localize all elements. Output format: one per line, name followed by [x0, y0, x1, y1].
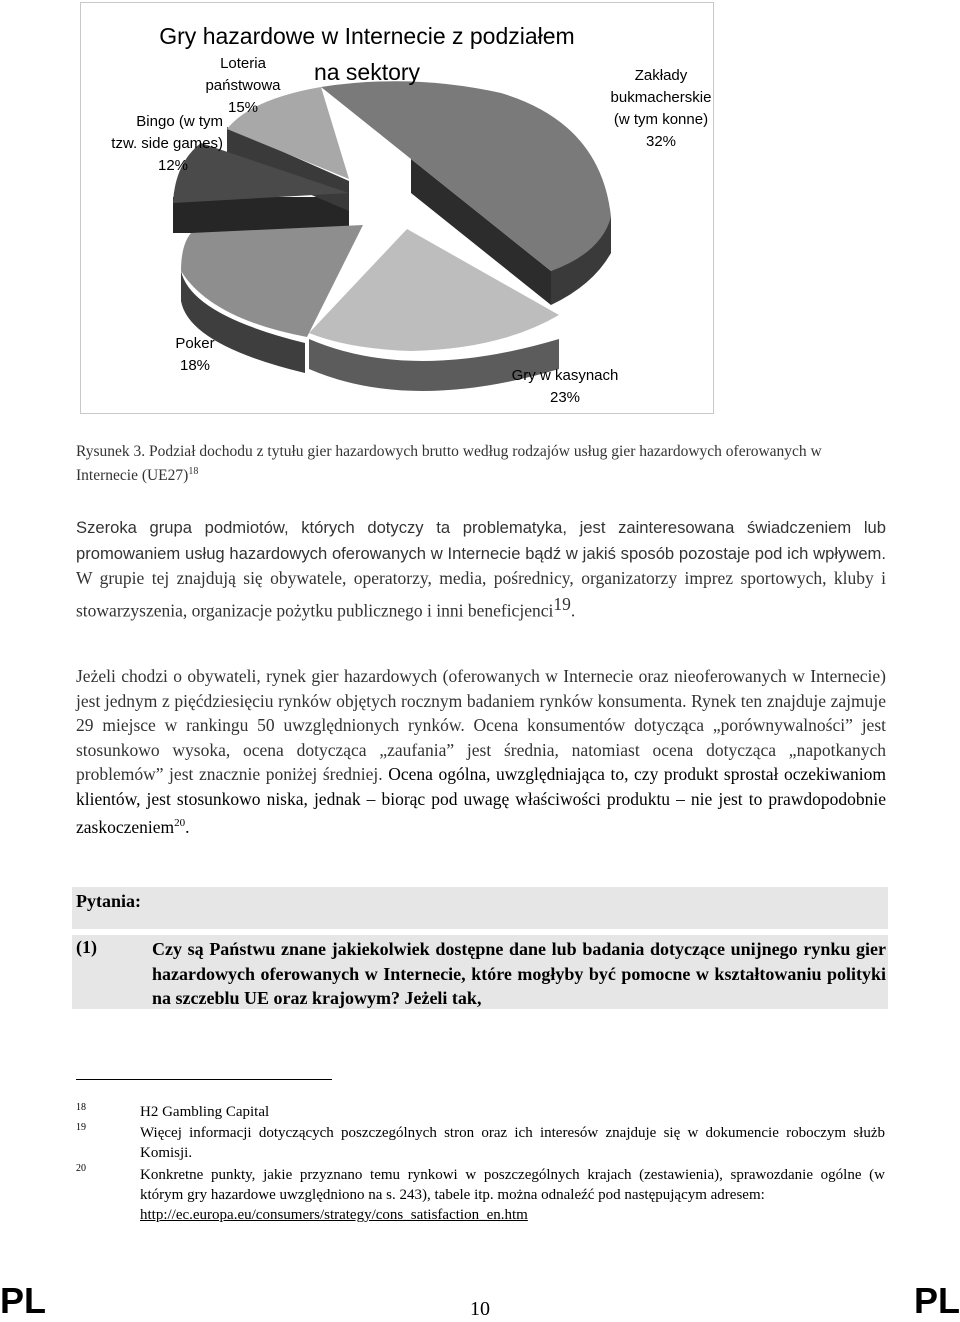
- footnote-18-text: H2 Gambling Capital: [140, 1104, 270, 1120]
- value-kasyna: 23%: [549, 389, 581, 406]
- page-number: 10: [470, 1298, 490, 1320]
- slice-bukmacherskie: [321, 81, 611, 271]
- footnote-18-number: 18: [76, 1102, 86, 1113]
- footnote-ref-18[interactable]: 18: [188, 466, 199, 477]
- footer-language-left: PL: [0, 1280, 47, 1321]
- label-bingo: Bingo (w tym tzw. side games) 12%: [83, 111, 223, 177]
- footnote-20-link[interactable]: http://ec.europa.eu/consumers/strategy/cons_satisfaction_en.htm: [140, 1207, 528, 1223]
- value-bingo: 12%: [157, 157, 189, 174]
- footer-language-right: PL: [913, 1280, 960, 1321]
- footnote-ref-20[interactable]: 20: [174, 817, 186, 829]
- question-number: (1): [76, 937, 97, 957]
- chart-title: Gry hazardowe w Internecie z podziałem: [159, 23, 575, 49]
- footnote-19-text: Więcej informacji dotyczących poszczególnych stron oraz ich interesów znajduje się w dokumencie roboczym służb Komisji.: [140, 1125, 885, 1161]
- paragraph-consumers: Jeżeli chodzi o obywateli, rynek gier hazardowych (oferowanych w Internecie oraz nieoferowanych w Internecie) jest jednym z pięćdziesięciu rynków objętych rocznym badaniem rynków konsumenta. Rynek ten znajduje zajmuje 29 miejsce w rankingu 50 uwzględnionych rynków. Ocena konsumentów dotycząca „porównywalności” jest stosunkowo wysoka, ocena dotycząca „zaufania” jest średnia, natomiast ocena dotycząca „napotkanych problemów” jest znacznie poniżej średniej. Ocena ogólna, uwzględniająca to, czy produkt sprostał oczekiwaniom klientów, jest stosunkowo niska, jednak – biorąc pod uwagę właściwości produktu – nie jest to prawdopodobnie zaskoczeniem$^{20}$.: [76, 666, 887, 837]
- paragraph-stakeholders: Szeroka grupa podmiotów, których dotyczy ta problematyka, jest zainteresowana świadczeniem lub promowaniem usług hazardowych oferowanych w Internecie bądź w jakiś sposób pozostaje pod ich wpływem. W grupie tej znajdują się obywatele, operatorzy, media, pośrednicy, organizatorzy imprez sportowych, kluby i stowarzyszenia, organizacje pożytku publicznego i inni beneficjenci$^{19}$.: [76, 518, 886, 621]
- value-poker: 18%: [179, 357, 211, 374]
- value-bukmacherskie: 32%: [645, 133, 677, 150]
- footnote-divider: [76, 1079, 332, 1080]
- label-bukmacherskie: Zakłady bukmacherskie (w tym konne) 32%: [601, 65, 721, 153]
- question-1: [72, 935, 888, 1009]
- footnote-20-text: Konkretne punkty, jakie przyznano temu rynkowi w poszczególnych krajach (zestawienia), sprawozdanie ogólne (w którym gry hazardowe uwzględniono na s. 243), tabele itp. można odnaleźć pod następującym adresem: http://ec.europa.eu/consumers/strategy/cons_satisfaction_en.htm: [140, 1167, 885, 1223]
- footnote-19-number: 19: [76, 1122, 86, 1133]
- question-text: Czy są Państwu znane jakiekolwiek dostępne dane lub badania dotyczące unijnego rynku gier hazardowych oferowanych w Internecie, które mogłyby być pomocne w kształtowaniu polityki na szczeblu UE oraz krajowym? Jeżeli tak,: [152, 939, 886, 1008]
- pie-chart: [80, 2, 714, 414]
- label-loteria: Loteria państwowa 15%: [193, 53, 293, 119]
- label-poker: Poker 18%: [155, 333, 235, 377]
- figure-caption: Rysunek 3. Podział dochodu z tytułu gier hazardowych brutto według rodzajów usług gier hazardowych oferowanych w Internecie $(UE27)^{18}$: [76, 443, 822, 485]
- footnote-ref-19[interactable]: 19: [553, 593, 571, 614]
- footnote-20-number: 20: [76, 1163, 86, 1174]
- label-kasyna: Gry w kasynach 23%: [485, 365, 645, 409]
- value-loteria: 15%: [227, 99, 259, 116]
- chart-title-line2: na sektory: [313, 59, 421, 85]
- questions-heading: Pytania:: [72, 887, 888, 929]
